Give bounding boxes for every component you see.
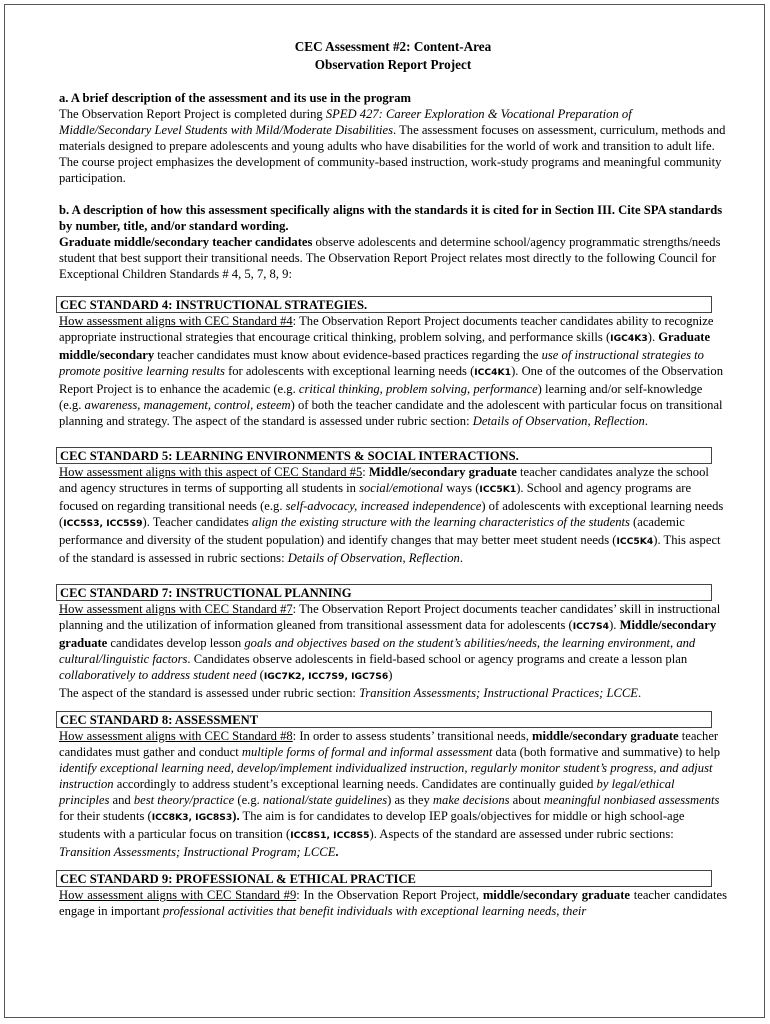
course-title: SPED 427: Career Exploration & Vocational Preparation of Middle/Secondary Level Students with Mild/Moderate Disabilities	[59, 107, 632, 137]
standard-7-alignment-label: How assessment aligns with CEC Standard #7	[59, 602, 293, 616]
standard-5-body: How assessment aligns with this aspect of CEC Standard #5: Middle/secondary graduate teacher candidates analyze the school and agency structures in terms of supporting all students in social/emotional ways (ICC5K1). School and agency programs are focused on regarding transitional needs (e.g. self-advocacy, increased independence) of adolescents with exceptional learning needs (ICC5S3, ICC5S9). Teacher candidates align the existing structure with the learning characteristics of the students (academic performance and diversity of the student population) and identify changes that may better meet student needs (ICC5K4). This aspect of the standard is assessed in rubric sections: Details of Observation, Reflection.	[59, 465, 724, 565]
standard-4-body: How assessment aligns with CEC Standard #4: The Observation Report Project documents teacher candidates ability to recognize appropriate instructional strategies that encourage critical thinking, problem solving, and performance skills (IGC4K3). Graduate middle/secondary teacher candidates must know about evidence-based practices regarding the use of instructional strategies to promote positive learning results for adolescents with exceptional learning needs (ICC4K1). One of the outcomes of the Observation Report Project is to enhance the academic (e.g. critical thinking, problem solving, performance) learning and/or self-knowledge (e.g. awareness, management, control, esteem) of both the teacher candidate and the adolescent with particular focus on transitional planning and strategy. The aspect of the standard is assessed under rubric section: Details of Observation, Reflection.	[59, 314, 724, 428]
standard-5-heading: CEC STANDARD 5: LEARNING ENVIRONMENTS & SOCIAL INTERACTIONS.	[56, 447, 712, 464]
standard-9-body: How assessment aligns with CEC Standard #9: In the Observation Report Project, middle/secondary graduate teacher candidates engage in important professional activities that benefit individuals with exceptional learning needs, their	[59, 888, 727, 918]
document-page	[59, 38, 727, 919]
section-b-heading: b. A description of how this assessment specifically aligns with the standards it is cited for in Section III. Cite SPA standards by number, title, and/or standard wording.	[59, 203, 723, 233]
section-a-heading: a. A brief description of the assessment and its use in the program	[59, 91, 412, 105]
standard-9-heading: CEC STANDARD 9: PROFESSIONAL & ETHICAL PRACTICE	[56, 870, 712, 887]
section-a-body: The Observation Report Project is completed during SPED 427: Career Exploration & Vocational Preparation of Middle/Secondary Level Students with Mild/Moderate Disabilities. The assessment focuses on assessment, curriculum, methods and materials designed to prepare adolescents and young adults who have disabilities for the world of work and transition to adult life. The course project emphasizes the development of community-based instruction, work-study programs and meaningful community participation.	[59, 107, 726, 185]
standard-8-heading: CEC STANDARD 8: ASSESSMENT	[56, 711, 712, 728]
standard-8-body: How assessment aligns with CEC Standard #8: In order to assess students’ transitional needs, middle/secondary graduate teacher candidates must gather and conduct multiple forms of formal and informal assessment data (both formative and summative) to help identify exceptional learning need, develop/implement individualized instruction, regularly monitor student’s progress, and adjust instruction accordingly to address student’s exceptional learning needs. Candidates are continually guided by legal/ethical principles and best theory/practice (e.g. national/state guidelines) as they make decisions about meaningful nonbiased assessments for their students (ICC8K3, IGC8S3). The aim is for candidates to develop IEP goals/objectives for middle or high school-age students with a particular focus on transition (ICC8S1, ICC8S5). Aspects of the standard are assessed under rubric sections: Transition Assessments; Instructional Program; LCCE.	[59, 729, 721, 859]
standard-5-alignment-label: How assessment aligns with this aspect of CEC Standard #5	[59, 465, 363, 479]
section-b-body: Graduate middle/secondary teacher candidates observe adolescents and determine school/agency programmatic strengths/needs student that best support their transitional needs. The Observation Report Project relates most directly to the following Council for Exceptional Children Standards # 4, 5, 7, 8, 9:	[59, 235, 721, 281]
title-line-1: CEC Assessment #2: Content-Area	[294, 39, 492, 54]
standard-4-heading: CEC STANDARD 4: INSTRUCTIONAL STRATEGIES.	[56, 296, 712, 313]
title-line-2: Observation Report Project	[314, 57, 472, 72]
standard-9-alignment-label: How assessment aligns with CEC Standard #9	[59, 888, 297, 902]
standard-4-alignment-label: How assessment aligns with CEC Standard #4	[59, 314, 293, 328]
standard-7-heading: CEC STANDARD 7: INSTRUCTIONAL PLANNING	[56, 584, 712, 601]
document-title	[59, 38, 727, 74]
standard-8-alignment-label: How assessment aligns with CEC Standard #8	[59, 729, 293, 743]
standard-7-body: How assessment aligns with CEC Standard #7: The Observation Report Project documents teacher candidates’ skill in instructional planning and the utilization of information gleaned from transitional assessment data for adolescents (ICC7S4). Middle/secondary graduate candidates develop lesson goals and objectives based on the student’s abilities/needs, the learning environment, and cultural/linguistic factors. Candidates observe adolescents in field-based school or agency programs and create a lesson plan collaboratively to address student need (IGC7K2, ICC7S9, IGC7S6) The aspect of the standard is assessed under rubric section: Transition Assessments; Instructional Practices; LCCE.	[59, 602, 721, 700]
